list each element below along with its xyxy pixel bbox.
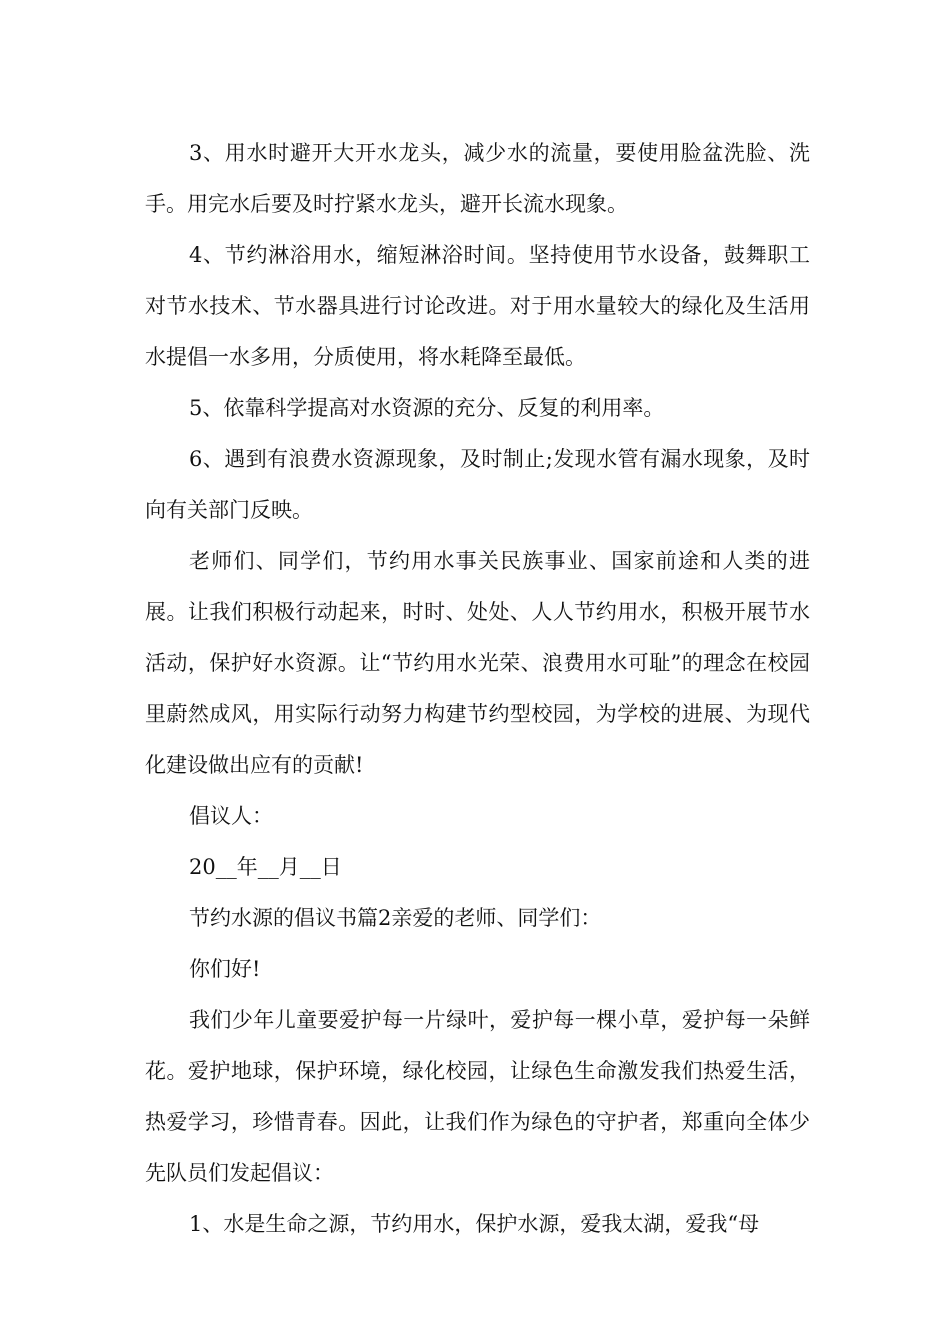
initiator-label: 倡议人：	[189, 804, 273, 828]
closing-paragraph: 老师们、同学们，节约用水事关民族事业、国家前途和人类的进展。让我们积极行动起来，时时、处处、人人节约用水，积极开展节水活动，保护好水资源。让“节约用水光荣、浪费用水可耻”的理念在校园里蔚然成风，用实际行动努力构建节约型校园，为学校的进展、为现代化建设做出应有的贡献!	[145, 549, 810, 777]
date-line: 20__年__月__日	[189, 855, 342, 879]
paragraph-item-6: 6、遇到有浪费水资源现象，及时制止;发现水管有漏水现象，及时向有关部门反映。	[145, 447, 810, 522]
intro-paragraph: 我们少年儿童要爱护每一片绿叶，爱护每一棵小草，爱护每一朵鲜花。爱护地球，保护环境，绿化校园，让绿色生命激发我们热爱生活，热爱学习，珍惜青春。因此，让我们作为绿色的守护者，郑重向全体少先队员们发起倡议：	[145, 1008, 810, 1185]
section-heading: 节约水源的倡议书篇2亲爱的老师、同学们：	[189, 906, 602, 930]
proposal-item-1: 1、水是生命之源，节约用水，保护水源，爱我太湖，爱我“母	[189, 1212, 760, 1236]
greeting: 你们好!	[189, 957, 261, 981]
paragraph-item-4: 4、节约淋浴用水，缩短淋浴时间。坚持使用节水设备，鼓舞职工对节水技术、节水器具进行讨论改进。对于用水量较大的绿化及生活用水提倡一水多用，分质使用，将水耗降至最低。	[145, 243, 810, 369]
paragraph-item-3: 3、用水时避开大开水龙头，减少水的流量，要使用脸盆洗脸、洗手。用完水后要及时拧紧水龙头，避开长流水现象。	[145, 141, 810, 216]
document-body	[145, 128, 810, 1250]
paragraph-item-5: 5、依靠科学提高对水资源的充分、反复的利用率。	[189, 396, 665, 420]
